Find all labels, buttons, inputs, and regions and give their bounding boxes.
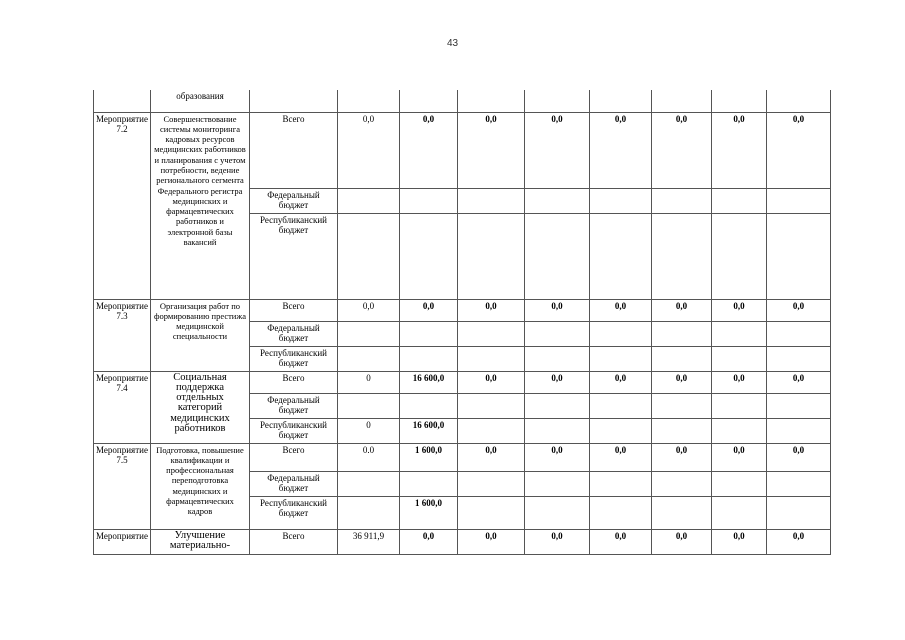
table-cell bbox=[250, 90, 338, 112]
value-cell bbox=[338, 346, 400, 371]
value-cell bbox=[590, 471, 652, 496]
value-cell: 0,0 bbox=[712, 443, 767, 471]
value-cell bbox=[712, 321, 767, 346]
value-cell: 0,0 bbox=[767, 443, 831, 471]
table-row bbox=[94, 371, 831, 393]
value-cell bbox=[590, 496, 652, 529]
value-cell bbox=[400, 393, 458, 418]
value-cell bbox=[458, 346, 525, 371]
value-cell: 0,0 bbox=[712, 529, 767, 554]
funding-source-cell: Всего bbox=[250, 112, 338, 188]
value-cell bbox=[458, 418, 525, 443]
value-cell: 0,0 bbox=[712, 112, 767, 188]
table-cell bbox=[94, 90, 151, 112]
funding-source-cell: Республиканский бюджет bbox=[250, 346, 338, 371]
table-row bbox=[94, 299, 831, 321]
table-cell bbox=[767, 90, 831, 112]
measure-name-cell: Организация работ по формированию престижа медицинской специальности bbox=[151, 299, 250, 371]
value-cell bbox=[338, 321, 400, 346]
value-cell bbox=[652, 496, 712, 529]
value-cell: 0,0 bbox=[712, 371, 767, 393]
table-cell bbox=[458, 90, 525, 112]
value-cell bbox=[767, 496, 831, 529]
measure-id-cell: Мероприятие 7.3 bbox=[94, 299, 151, 371]
value-cell bbox=[712, 188, 767, 213]
value-cell bbox=[525, 471, 590, 496]
value-cell: 0,0 bbox=[590, 529, 652, 554]
value-cell bbox=[400, 346, 458, 371]
value-cell bbox=[458, 213, 525, 299]
funding-source-cell: Республиканский бюджет bbox=[250, 496, 338, 529]
value-cell bbox=[338, 188, 400, 213]
value-cell: 0,0 bbox=[525, 299, 590, 321]
value-cell: 0,0 bbox=[590, 371, 652, 393]
table-cell bbox=[338, 90, 400, 112]
value-cell: 0,0 bbox=[590, 112, 652, 188]
measure-id-cell: Мероприятие bbox=[94, 529, 151, 554]
value-cell bbox=[590, 321, 652, 346]
funding-source-cell: Всего bbox=[250, 443, 338, 471]
value-cell: 0,0 bbox=[458, 112, 525, 188]
budget-table-body bbox=[94, 90, 831, 554]
funding-source-cell: Республиканский бюджет bbox=[250, 213, 338, 299]
value-cell: 0,0 bbox=[590, 299, 652, 321]
value-cell bbox=[458, 393, 525, 418]
value-cell: 0,0 bbox=[525, 529, 590, 554]
value-cell: 1 600,0 bbox=[400, 496, 458, 529]
measure-id-cell: Мероприятие 7.4 bbox=[94, 371, 151, 443]
value-cell bbox=[400, 188, 458, 213]
value-cell: 0,0 bbox=[652, 299, 712, 321]
value-cell bbox=[652, 213, 712, 299]
table-row bbox=[94, 90, 831, 112]
value-cell: 0,0 bbox=[400, 299, 458, 321]
value-cell: 0,0 bbox=[525, 443, 590, 471]
value-cell: 0,0 bbox=[652, 371, 712, 393]
value-cell bbox=[525, 321, 590, 346]
value-cell: 0,0 bbox=[525, 371, 590, 393]
budget-table bbox=[93, 90, 831, 555]
table-row bbox=[94, 443, 831, 471]
value-cell bbox=[338, 213, 400, 299]
value-cell: 0.0 bbox=[338, 443, 400, 471]
value-cell bbox=[767, 471, 831, 496]
value-cell: 0 bbox=[338, 371, 400, 393]
value-cell bbox=[525, 346, 590, 371]
value-cell bbox=[400, 321, 458, 346]
table-row bbox=[94, 529, 831, 554]
value-cell bbox=[458, 188, 525, 213]
value-cell bbox=[590, 393, 652, 418]
value-cell bbox=[652, 321, 712, 346]
measure-name-cell: образования bbox=[151, 90, 250, 112]
value-cell bbox=[400, 213, 458, 299]
value-cell: 0,0 bbox=[458, 529, 525, 554]
value-cell: 0,0 bbox=[338, 112, 400, 188]
value-cell bbox=[458, 496, 525, 529]
value-cell bbox=[767, 188, 831, 213]
measure-name-cell: Подготовка, повышение квалификации и профессиональная переподготовка медицинских и фармацевтических кадров bbox=[151, 443, 250, 529]
measure-id-cell: Мероприятие 7.5 bbox=[94, 443, 151, 529]
value-cell bbox=[400, 471, 458, 496]
value-cell bbox=[525, 496, 590, 529]
value-cell bbox=[712, 471, 767, 496]
value-cell bbox=[590, 418, 652, 443]
value-cell: 16 600,0 bbox=[400, 418, 458, 443]
value-cell bbox=[338, 393, 400, 418]
value-cell: 0,0 bbox=[458, 371, 525, 393]
value-cell bbox=[525, 213, 590, 299]
value-cell: 0,0 bbox=[767, 529, 831, 554]
funding-source-cell: Всего bbox=[250, 299, 338, 321]
value-cell bbox=[767, 346, 831, 371]
value-cell bbox=[767, 393, 831, 418]
value-cell bbox=[652, 471, 712, 496]
value-cell bbox=[652, 418, 712, 443]
value-cell bbox=[712, 346, 767, 371]
funding-source-cell: Всего bbox=[250, 529, 338, 554]
value-cell: 0,0 bbox=[400, 112, 458, 188]
value-cell bbox=[525, 188, 590, 213]
value-cell: 1 600,0 bbox=[400, 443, 458, 471]
value-cell: 16 600,0 bbox=[400, 371, 458, 393]
table-cell bbox=[525, 90, 590, 112]
value-cell bbox=[652, 346, 712, 371]
funding-source-cell: Федеральный бюджет bbox=[250, 321, 338, 346]
value-cell bbox=[458, 321, 525, 346]
value-cell bbox=[590, 213, 652, 299]
value-cell bbox=[525, 393, 590, 418]
measure-name-cell: Улучшение материально- bbox=[151, 529, 250, 554]
value-cell: 0,0 bbox=[767, 299, 831, 321]
value-cell bbox=[767, 321, 831, 346]
page-number: 43 bbox=[446, 38, 459, 49]
value-cell: 0,0 bbox=[458, 443, 525, 471]
measure-id-cell: Мероприятие 7.2 bbox=[94, 112, 151, 299]
value-cell bbox=[525, 418, 590, 443]
funding-source-cell: Федеральный бюджет bbox=[250, 188, 338, 213]
funding-source-cell: Всего bbox=[250, 371, 338, 393]
value-cell bbox=[652, 188, 712, 213]
value-cell bbox=[652, 393, 712, 418]
value-cell bbox=[712, 393, 767, 418]
value-cell bbox=[338, 496, 400, 529]
value-cell: 0,0 bbox=[590, 443, 652, 471]
funding-source-cell: Федеральный бюджет bbox=[250, 471, 338, 496]
value-cell: 0,0 bbox=[712, 299, 767, 321]
measure-name-cell: Совершенствование системы мониторинга кадровых ресурсов медицинских работников и планирования с учетом потребности, ведение регионального сегмента Федерального регистра медицинских и фармацевтических работников и электронной базы вакансий bbox=[151, 112, 250, 299]
value-cell: 0,0 bbox=[652, 443, 712, 471]
value-cell bbox=[712, 213, 767, 299]
funding-source-cell: Республиканский бюджет bbox=[250, 418, 338, 443]
value-cell bbox=[767, 418, 831, 443]
value-cell: 0,0 bbox=[767, 112, 831, 188]
value-cell bbox=[712, 496, 767, 529]
value-cell: 0 bbox=[338, 418, 400, 443]
table-cell bbox=[712, 90, 767, 112]
measure-name-cell: Социальная поддержка отдельных категорий медицинских работников bbox=[151, 371, 250, 443]
value-cell: 0,0 bbox=[652, 112, 712, 188]
table-cell bbox=[590, 90, 652, 112]
funding-source-cell: Федеральный бюджет bbox=[250, 393, 338, 418]
value-cell: 0,0 bbox=[458, 299, 525, 321]
value-cell: 0,0 bbox=[767, 371, 831, 393]
value-cell bbox=[712, 418, 767, 443]
value-cell bbox=[590, 188, 652, 213]
value-cell bbox=[338, 471, 400, 496]
value-cell: 0,0 bbox=[400, 529, 458, 554]
value-cell bbox=[458, 471, 525, 496]
table-row bbox=[94, 112, 831, 188]
table-cell bbox=[652, 90, 712, 112]
table-cell bbox=[400, 90, 458, 112]
value-cell: 36 911,9 bbox=[338, 529, 400, 554]
value-cell bbox=[590, 346, 652, 371]
value-cell: 0,0 bbox=[338, 299, 400, 321]
value-cell: 0,0 bbox=[525, 112, 590, 188]
value-cell: 0,0 bbox=[652, 529, 712, 554]
value-cell bbox=[767, 213, 831, 299]
